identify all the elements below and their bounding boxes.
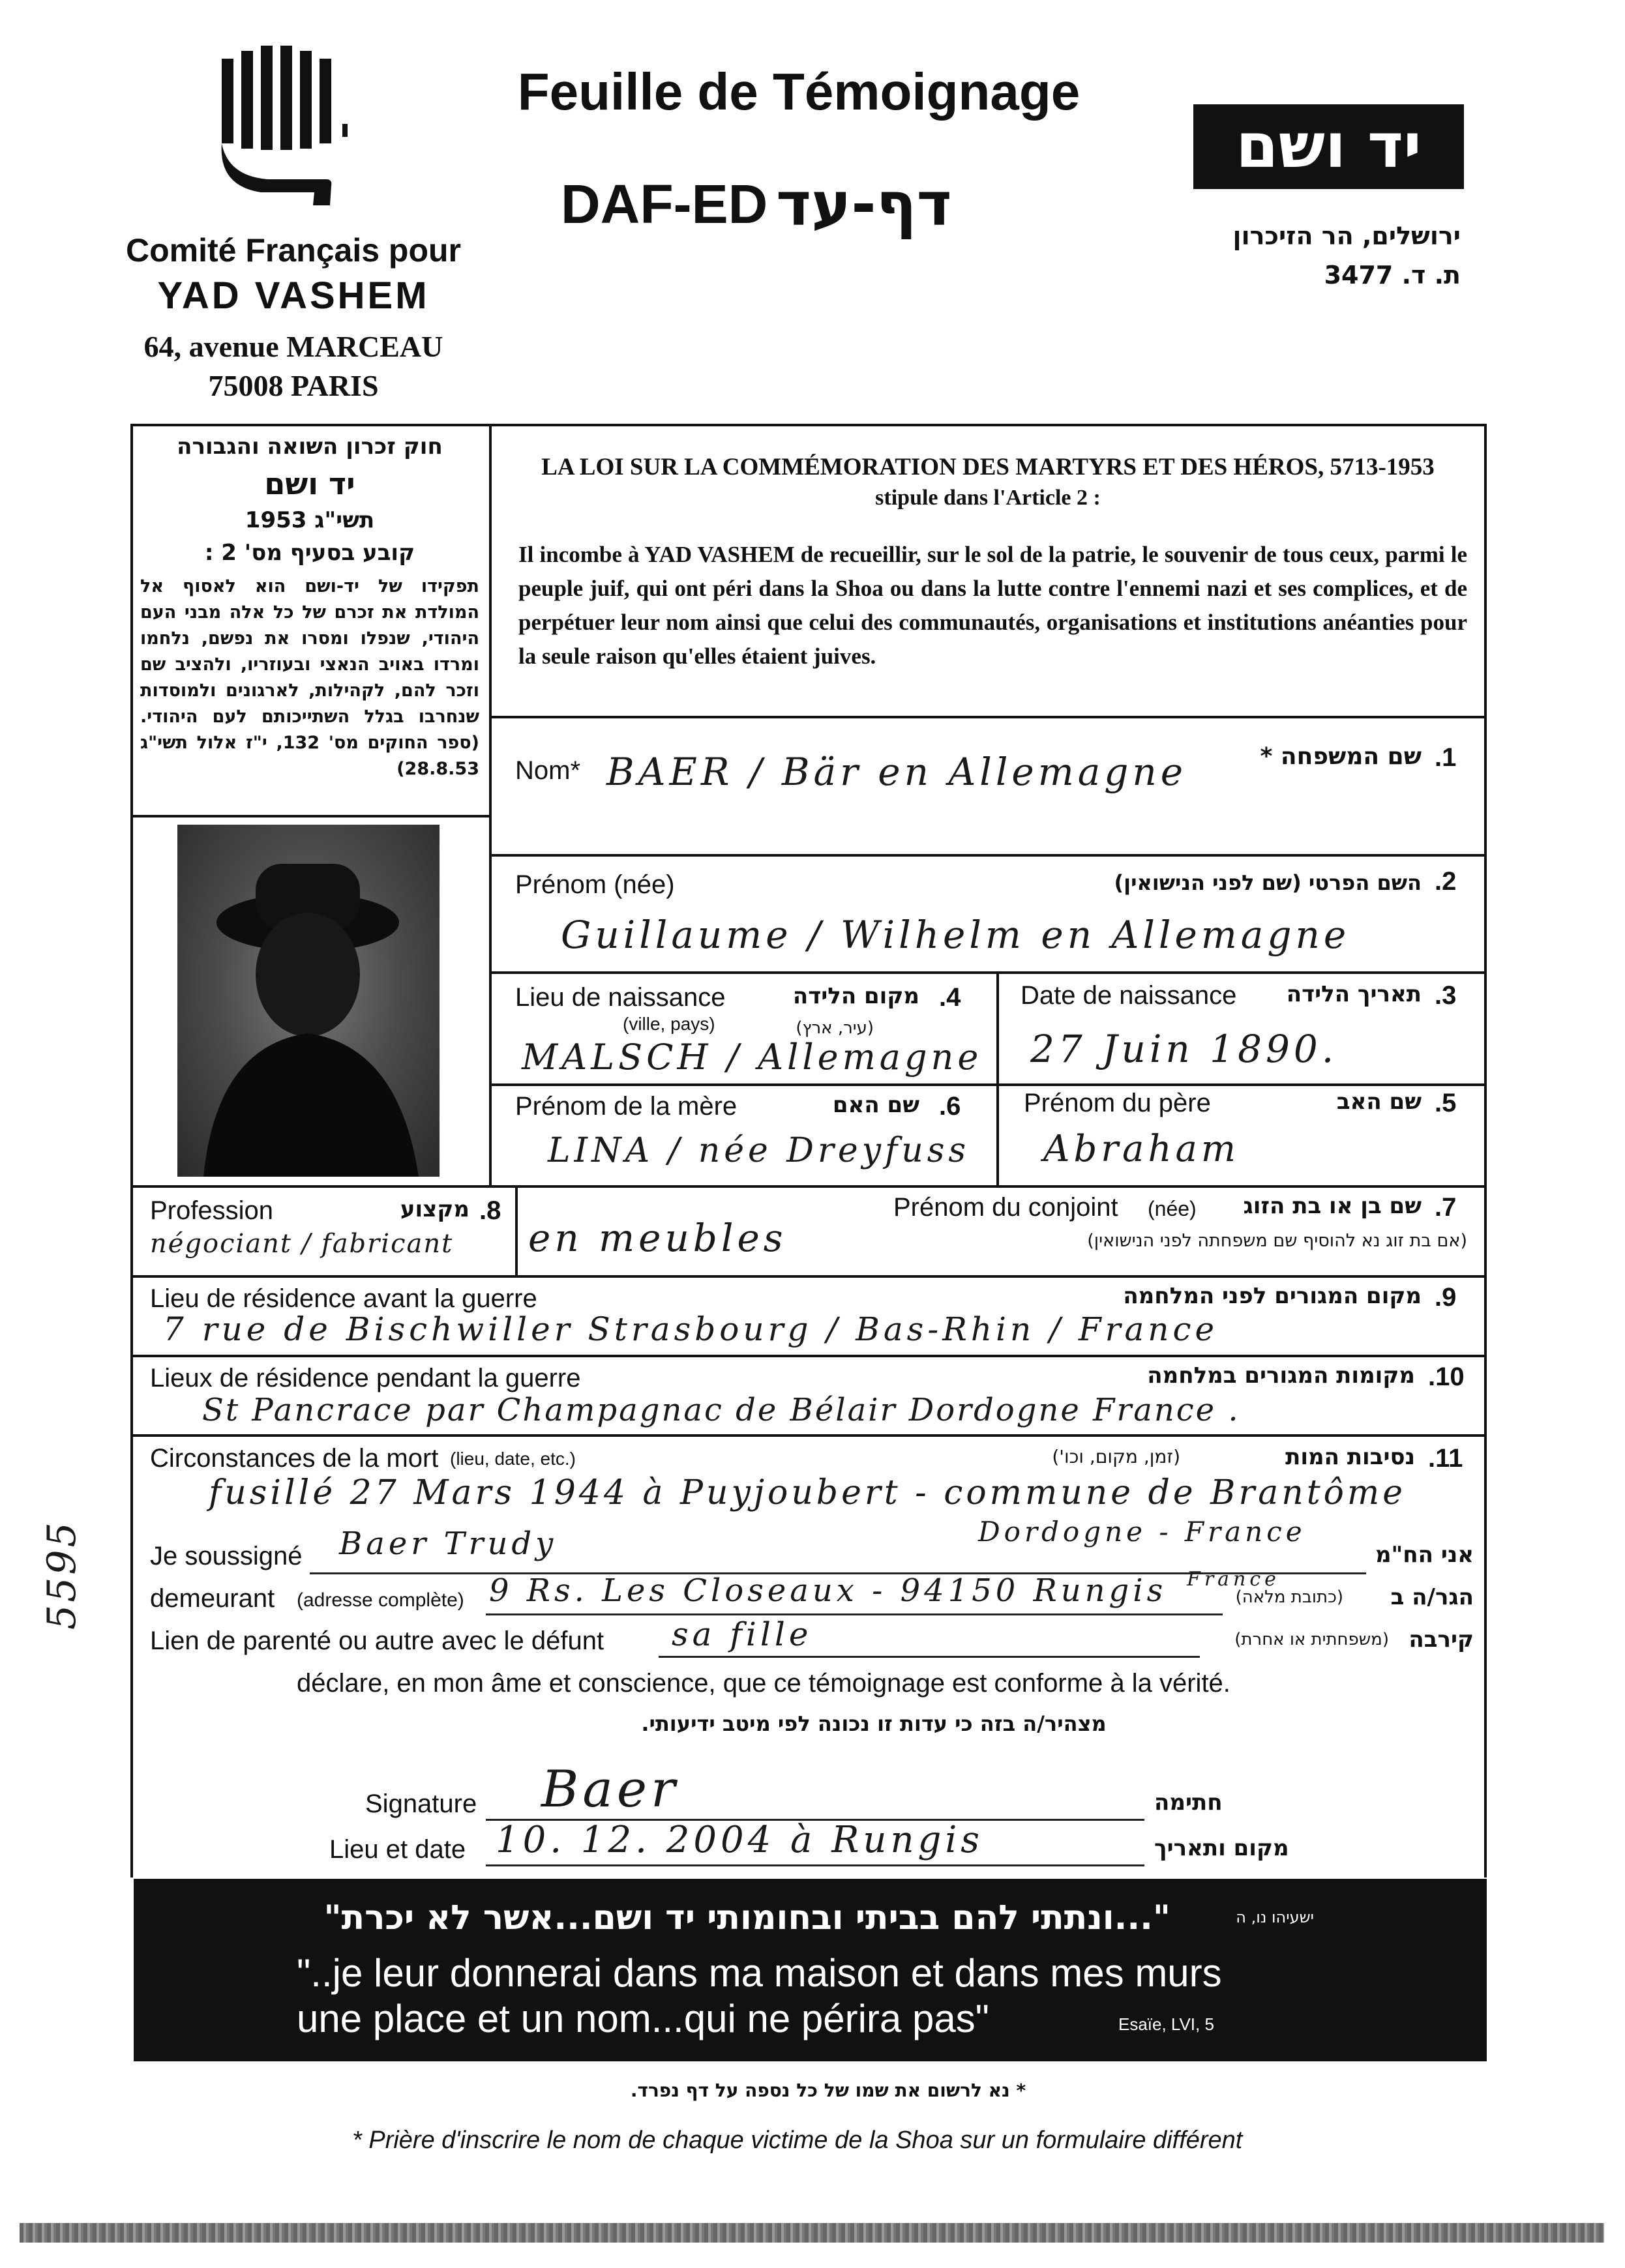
- field-3-label-he: תאריך הלידה: [1286, 981, 1422, 1007]
- field-11-label-he-sub: (זמן, מקום, וכו'): [1052, 1446, 1180, 1467]
- demeurant-label-sub: (adresse complète): [297, 1589, 464, 1611]
- field-9-label-he: מקום המגורים לפני המלחמה: [1123, 1283, 1422, 1309]
- margin-note: 5595: [39, 1520, 85, 1630]
- demeurant-label: demeurant: [150, 1584, 275, 1613]
- soussigne-value[interactable]: Baer Trudy: [339, 1525, 558, 1562]
- field-1-value[interactable]: BAER / Bär en Allemagne: [606, 750, 1187, 794]
- scan-edge-strip: [20, 2223, 1604, 2243]
- jerusalem-address-line2: ת. ד. 3477: [1324, 261, 1461, 289]
- field-9-label-fr: Lieu de résidence avant la guerre: [150, 1284, 537, 1313]
- committee-name-line1: Comité Français pour: [126, 232, 461, 269]
- signature-label-he: חתימה: [1154, 1789, 1223, 1816]
- field-11-label-fr: Circonstances de la mort: [150, 1444, 439, 1473]
- lien-label-he: קירבה: [1409, 1627, 1474, 1653]
- field-5-label-he: שם האב: [1336, 1089, 1422, 1115]
- field-11-value-2[interactable]: Dordogne - France: [978, 1516, 1306, 1548]
- field-3-value[interactable]: 27 Juin 1890.: [1030, 1027, 1338, 1071]
- field-2-label-he: השם הפרטי (שם לפני הנישואין): [1114, 870, 1422, 895]
- demeurant-value[interactable]: 9 Rs. Les Closeaux - 94150 Rungis: [489, 1572, 1167, 1609]
- field-1-number: .1: [1435, 743, 1457, 772]
- field-7-label-he: שם בן או בת הזוג: [1243, 1193, 1422, 1219]
- field-8-label-fr: Profession: [150, 1196, 273, 1225]
- field-11-number: .11: [1428, 1444, 1463, 1473]
- law-yad-vashem-hebrew: יד ושם: [264, 466, 355, 501]
- field-7-label-fr-sub: (née): [1148, 1197, 1197, 1220]
- field-4-label-fr: Lieu de naissance: [515, 983, 726, 1012]
- person-silhouette-icon: [177, 825, 440, 1177]
- banner-ref-french: Esaïe, LVI, 5: [1118, 2014, 1214, 2034]
- yad-vashem-logo-box: [1193, 104, 1464, 189]
- committee-address-line1: 64, avenue MARCEAU: [143, 330, 443, 363]
- field-10-label-he: מקומות המגורים במלחמה: [1147, 1362, 1415, 1389]
- field-2-number: .2: [1435, 867, 1457, 896]
- field-2-label-fr: Prénom (née): [515, 870, 675, 899]
- page-title: Feuille de Témoignage: [517, 63, 1081, 121]
- field-1-label-fr: Nom*: [515, 756, 581, 785]
- field-11-label-he: נסיבות המות: [1285, 1444, 1415, 1470]
- lien-label-he-sub: (משפחתית או אחרת): [1234, 1630, 1389, 1649]
- field-10-number: .10: [1428, 1362, 1465, 1391]
- field-4-number: .4: [939, 983, 961, 1012]
- field-4-label-he-sub: (עיר, ארץ): [796, 1018, 874, 1038]
- footer-note-hebrew: * נא לרשום את שמו של כל נספה על דף נפרד.: [630, 2080, 1026, 2101]
- law-title-hebrew: חוק זכרון השואה והגבורה: [177, 434, 443, 460]
- law-clause-hebrew: קובע בסעיף מס' 2 :: [204, 540, 415, 566]
- field-11-value[interactable]: fusillé 27 Mars 1944 à Puyjoubert - commune de Brantôme: [209, 1473, 1407, 1512]
- field-10-label-fr: Lieux de résidence pendant la guerre: [150, 1364, 581, 1392]
- form-name-latin: DAF-ED: [561, 173, 768, 235]
- field-2-value[interactable]: Guillaume / Wilhelm en Allemagne: [561, 913, 1350, 957]
- field-7-number: .7: [1435, 1193, 1457, 1222]
- field-8-label-he: מקצוע: [400, 1196, 470, 1222]
- field-10-value[interactable]: St Pancrace par Champagnac de Bélair Dordogne France .: [202, 1392, 1240, 1428]
- field-5-number: .5: [1435, 1089, 1457, 1117]
- law-year-hebrew: תשי"ג 1953: [245, 507, 375, 533]
- field-4-label-fr-sub: (ville, pays): [623, 1014, 715, 1034]
- lieu-date-value[interactable]: 10. 12. 2004 à Rungis: [496, 1819, 984, 1861]
- lien-value[interactable]: sa fille: [672, 1615, 812, 1653]
- banner-quote-french-2: une place et un nom...qui ne périra pas": [297, 1997, 989, 2040]
- field-6-label-fr: Prénom de la mère: [515, 1092, 738, 1121]
- field-4-label-he: מקום הלידה: [792, 983, 919, 1009]
- law-body-french: Il incombe à YAD VASHEM de recueillir, sur le sol de la patrie, le souvenir de tous ceux, parmi le peuple juif, qui ont péri dans la Shoa ou dans la lutte contre l'ennemi nazi et ses complices, et de perpétuer leur nom ainsi que celui des communautés, organisations et institutions anéanties pour la seule raison qu'elles étaient juives.: [518, 542, 1467, 669]
- field-6-label-he: שם האם: [832, 1092, 919, 1118]
- law-subtitle-french: stipule dans l'Article 2 :: [875, 486, 1101, 510]
- law-title-french: LA LOI SUR LA COMMÉMORATION DES MARTYRS ET DES HÉROS, 5713-1953: [541, 454, 1435, 480]
- lien-label: Lien de parenté ou autre avec le défunt: [150, 1627, 604, 1655]
- yad-vashem-logo-text: יד ושם: [1236, 111, 1422, 182]
- field-9-number: .9: [1435, 1283, 1457, 1312]
- signature-label: Signature: [365, 1789, 477, 1818]
- field-3-label-fr: Date de naissance: [1021, 981, 1237, 1010]
- footer-note-french: * Prière d'inscrire le nom de chaque victime de la Shoa sur un formulaire différent: [352, 2127, 1243, 2154]
- field-8-value-2[interactable]: en meubles: [528, 1216, 787, 1260]
- banner-quote-french-1: "..je leur donnerai dans ma maison et dans mes murs: [297, 1951, 1222, 1995]
- lieu-date-label: Lieu et date: [329, 1835, 466, 1864]
- declaration-hebrew: מצהיר/ה בזה כי עדות זו נכונה לפי מיטב ידיעותי.: [641, 1711, 1107, 1736]
- field-3-number: .3: [1435, 981, 1457, 1010]
- banner-ref-hebrew: ישעיהו נו, ה: [1236, 1908, 1314, 1926]
- field-4-value[interactable]: MALSCH / Allemagne: [522, 1037, 983, 1078]
- field-1-label-he: שם המשפחה *: [1260, 743, 1422, 770]
- soussigne-label-he: אני הח"מ: [1375, 1542, 1474, 1568]
- field-7-label-fr: Prénom du conjoint: [893, 1193, 1118, 1222]
- law-body-hebrew: תפקידו של יד-ושם הוא לאסוף אל המולדת את זכרם של כל אלה מבני העם היהודי, שנפלו ומסרו את נפשם, נלחמו ומרדו באויב הנאצי ובעוזריו, ולהציב שם וזכר להם, לקהילות, לארגונים ולמוסדות שנחרבו בגלל השתייכותם לעם היהודי. (ספר החוקים מס' 132, י"ז אלול תשי"ג 28.8.53): [140, 576, 479, 779]
- declaration-french: déclare, en mon âme et conscience, que ce témoignage est conforme à la vérité.: [297, 1669, 1230, 1698]
- banner-quote-hebrew: "...ונתתי להם בביתי ובחומותי יד ושם...אשר לא יכרת": [323, 1898, 1170, 1937]
- field-7-label-he-sub: (אם בת זוג נא להוסיף שם משפחתה לפני הנישואין): [1087, 1231, 1467, 1251]
- committee-address-line2: 75008 PARIS: [208, 369, 379, 402]
- form-name-hebrew: דף-עד: [776, 169, 952, 239]
- soussigne-label: Je soussigné: [150, 1542, 303, 1570]
- field-5-value[interactable]: Abraham: [1043, 1128, 1240, 1170]
- field-6-value[interactable]: LINA / née Dreyfuss: [548, 1131, 970, 1170]
- field-8-value-1[interactable]: négociant / fabricant: [150, 1229, 454, 1259]
- yad-vashem-menorah-logo: [215, 46, 365, 209]
- signature-value[interactable]: Baer: [541, 1760, 679, 1819]
- field-6-number: .6: [939, 1092, 961, 1121]
- field-8-number: .8: [479, 1196, 501, 1225]
- victim-photo: [177, 825, 440, 1177]
- jerusalem-address-line1: ירושלים, הר הזיכרון: [1232, 222, 1461, 250]
- demeurant-extra[interactable]: France: [1187, 1568, 1280, 1591]
- field-11-label-fr-sub: (lieu, date, etc.): [450, 1449, 576, 1469]
- demeurant-label-he: הגר/ה ב: [1390, 1584, 1474, 1610]
- lieu-date-label-he: מקום ותאריך: [1154, 1835, 1289, 1861]
- quote-banner: [134, 1879, 1487, 2061]
- field-9-value[interactable]: 7 rue de Bischwiller Strasbourg / Bas-Rhin / France: [163, 1310, 1219, 1348]
- field-5-label-fr: Prénom du père: [1024, 1089, 1211, 1117]
- demeurant-label-he-sub: (כתובת מלאה): [1235, 1587, 1343, 1607]
- committee-name-line2: YAD VASHEM: [157, 274, 430, 317]
